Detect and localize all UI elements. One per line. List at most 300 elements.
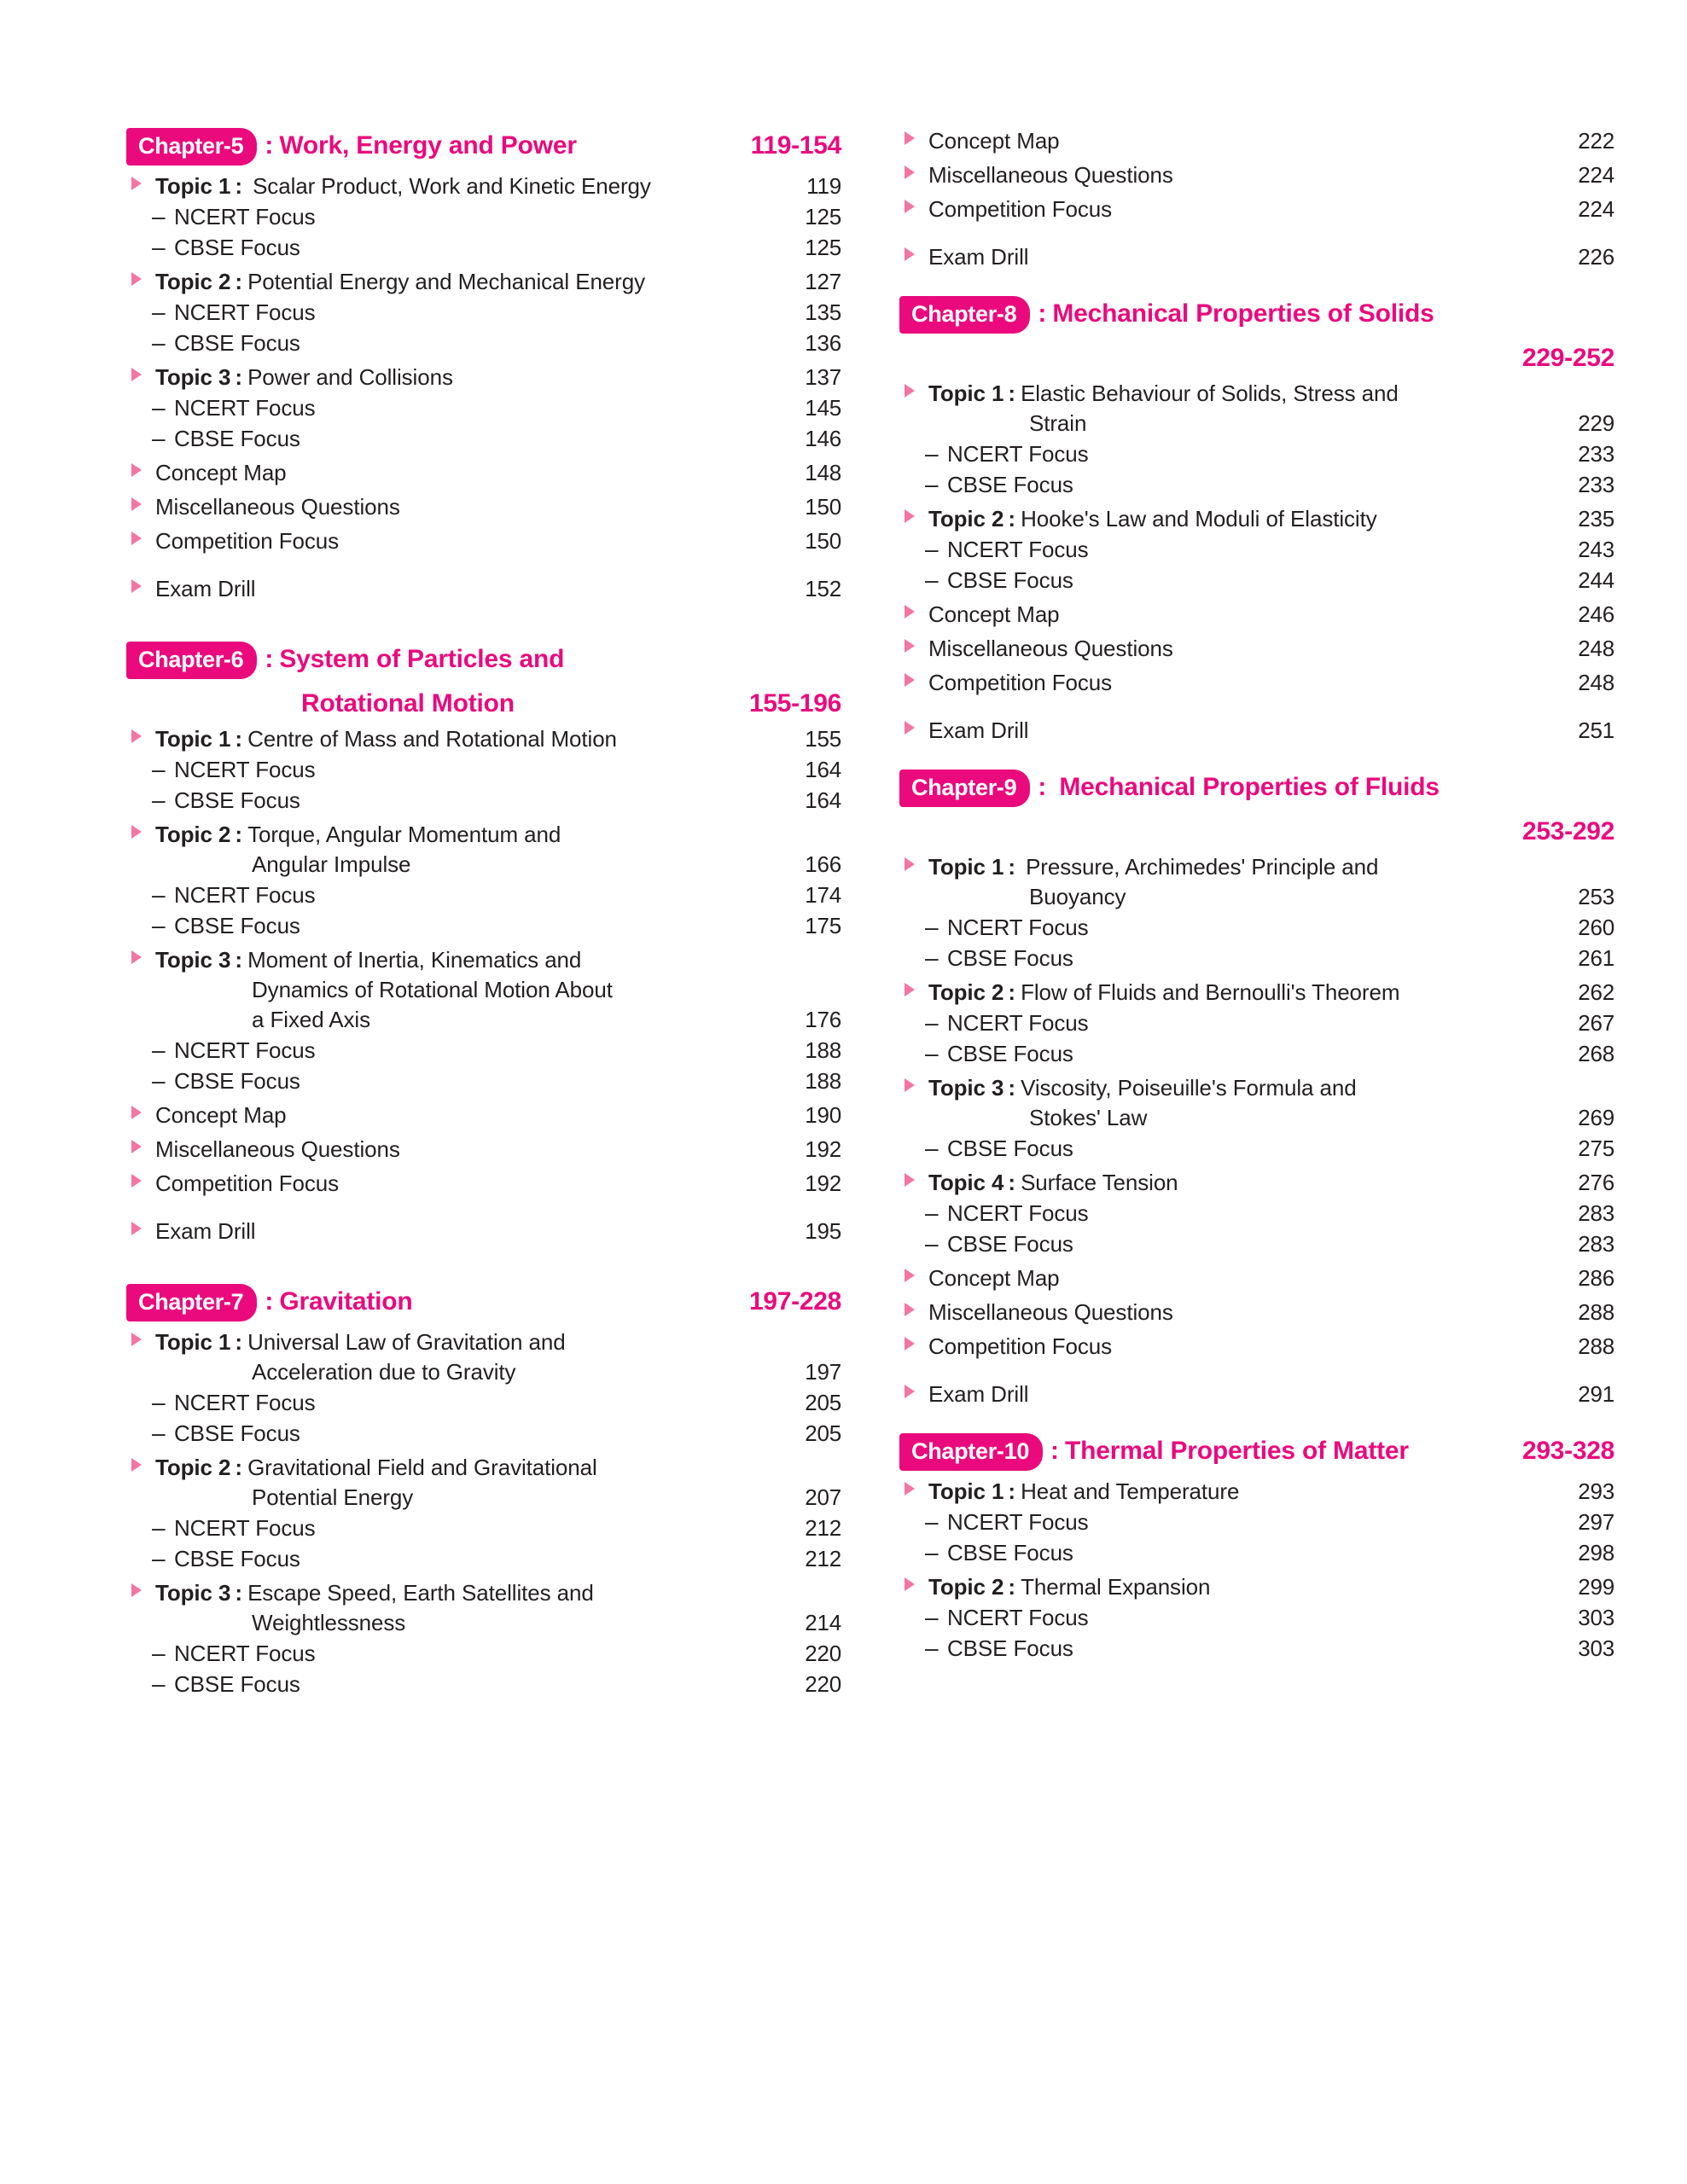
page-number: 188 (805, 1068, 841, 1094)
chapter-page-range: 293-328 (1522, 1437, 1614, 1465)
triangle-bullet-icon (126, 824, 155, 839)
page-number: 212 (805, 1515, 841, 1541)
dash-bullet-icon: – (152, 1514, 166, 1541)
topic-row[interactable] (126, 947, 841, 973)
triangle-bullet-icon (126, 1173, 155, 1188)
chapter-title: Work, Energy and Power (279, 131, 577, 160)
subtopic-row[interactable] (126, 234, 841, 261)
page-number: 224 (1578, 196, 1614, 222)
spacer (899, 1408, 1614, 1433)
triangle-bullet-icon (126, 729, 155, 744)
subtopic-row[interactable] (899, 536, 1614, 563)
subtopic-row[interactable] (126, 425, 841, 452)
concept-map-row[interactable] (899, 1265, 1614, 1292)
page-number: 190 (805, 1102, 841, 1128)
subtopic-row[interactable] (899, 1635, 1614, 1662)
topic-title: Potential Energy and Mechanical Energy (247, 269, 645, 294)
section-title: Competition Focus (155, 528, 340, 554)
dash-bullet-icon: – (925, 566, 939, 593)
triangle-bullet-icon (899, 1077, 928, 1093)
subtopic-row[interactable] (126, 1514, 841, 1542)
topic-colon: : (1008, 1478, 1016, 1504)
triangle-bullet-icon (126, 1332, 155, 1347)
concept-map-row[interactable] (126, 1102, 841, 1129)
concept-map-row[interactable] (126, 460, 841, 486)
competition-focus-row[interactable] (899, 1333, 1614, 1360)
triangle-bullet-icon (126, 271, 155, 287)
triangle-bullet-icon (126, 1221, 155, 1236)
topic-title: Flow of Fluids and Bernoulli's Theorem (1021, 979, 1400, 1005)
page-number: 175 (805, 913, 841, 938)
topic-title-line1: Moment of Inertia, Kinematics and (247, 947, 582, 973)
exam-drill-row[interactable] (126, 576, 841, 602)
chapter-heading-6[interactable] (126, 642, 841, 718)
dash-bullet-icon: – (152, 203, 166, 229)
topic-continuation-row (126, 1610, 841, 1636)
page-number: 251 (1578, 717, 1614, 743)
section-title: Concept Map (928, 128, 1060, 154)
topic-colon: : (1008, 380, 1016, 406)
section-title: Miscellaneous Questions (928, 162, 1173, 188)
page-number: 248 (1578, 636, 1614, 661)
topic-label: Topic 2 (155, 822, 231, 847)
page-number: 188 (805, 1037, 841, 1063)
chapter-colon: : (265, 645, 274, 673)
subtopic-title: CBSE Focus (174, 1068, 300, 1094)
triangle-bullet-icon (126, 1583, 155, 1598)
chapter-page-range: 197-228 (749, 1287, 841, 1316)
page-number: 164 (805, 787, 841, 813)
page-number: 137 (805, 364, 841, 390)
subtopic-row[interactable] (126, 787, 841, 814)
page-number: 205 (805, 1420, 841, 1446)
dash-bullet-icon: – (925, 944, 939, 971)
subtopic-title: CBSE Focus (947, 1041, 1073, 1066)
chapter-heading-10[interactable] (899, 1433, 1614, 1471)
subtopic-title: NCERT Focus (947, 915, 1089, 940)
subtopic-title: CBSE Focus (174, 1420, 300, 1446)
triangle-bullet-icon (899, 982, 928, 997)
page-number: 268 (1578, 1041, 1614, 1066)
topic-label: Topic 1 (155, 173, 231, 199)
page-number: 119 (806, 173, 841, 199)
page-number: 262 (1578, 979, 1614, 1005)
triangle-bullet-icon (899, 1384, 928, 1399)
page-number: 192 (805, 1170, 841, 1196)
dash-bullet-icon: – (152, 299, 166, 325)
page-number: 197 (805, 1359, 841, 1385)
chapter-heading-5[interactable] (126, 128, 841, 166)
subtopic-title: CBSE Focus (174, 235, 300, 260)
subtopic-row[interactable] (126, 1670, 841, 1698)
exam-drill-row[interactable] (899, 244, 1614, 270)
subtopic-title: CBSE Focus (947, 1635, 1073, 1661)
triangle-bullet-icon (899, 1172, 928, 1188)
page-number: 291 (1578, 1381, 1614, 1407)
subtopic-title: CBSE Focus (174, 787, 300, 813)
subtopic-row[interactable] (899, 1230, 1614, 1258)
section-title: Exam Drill (155, 1218, 256, 1244)
competition-focus-row[interactable] (126, 528, 841, 555)
dash-bullet-icon: – (152, 329, 166, 356)
subtopic-row[interactable] (899, 1040, 1614, 1067)
subtopic-row[interactable] (126, 1037, 841, 1064)
page-number: 205 (805, 1390, 841, 1415)
topic-title-line1: Torque, Angular Momentum and (247, 822, 561, 847)
topic-title: Heat and Temperature (1021, 1478, 1240, 1504)
triangle-bullet-icon (126, 578, 155, 594)
topic-continuation-row (899, 1105, 1614, 1131)
page-number: 150 (805, 494, 841, 520)
page-number: 303 (1578, 1605, 1614, 1630)
triangle-bullet-icon (899, 165, 928, 180)
section-title: Miscellaneous Questions (928, 1299, 1173, 1325)
page-number: 222 (1578, 128, 1614, 154)
subtopic-row[interactable] (126, 1545, 841, 1572)
dash-bullet-icon: – (152, 1420, 166, 1446)
subtopic-row[interactable] (126, 1389, 841, 1416)
triangle-bullet-icon (126, 497, 155, 512)
topic-colon: : (235, 1329, 243, 1355)
subtopic-title: CBSE Focus (947, 1540, 1073, 1565)
topic-title-line3: a Fixed Axis (252, 1007, 370, 1032)
topic-colon: : (1008, 1574, 1016, 1600)
topic-colon: : (235, 947, 243, 973)
subtopic-row[interactable] (899, 944, 1614, 972)
topic-title-line2: Stokes' Law (1029, 1105, 1148, 1130)
dash-bullet-icon: – (152, 1389, 166, 1415)
section-title: Concept Map (928, 601, 1060, 627)
chapter-title: Gravitation (279, 1287, 413, 1316)
chapter-heading-9[interactable] (899, 770, 1614, 846)
topic-row[interactable] (126, 1580, 841, 1606)
dash-bullet-icon: – (925, 914, 939, 940)
chapter-badge: Chapter-10 (899, 1433, 1043, 1471)
misc-questions-row[interactable] (899, 162, 1614, 189)
section-title: Miscellaneous Questions (155, 1136, 400, 1162)
subtopic-title: NCERT Focus (174, 1390, 316, 1415)
topic-continuation-row (126, 1484, 841, 1511)
chapter-badge: Chapter-9 (899, 770, 1030, 807)
triangle-bullet-icon (899, 1336, 928, 1351)
topic-row[interactable] (126, 822, 841, 848)
topic-row[interactable] (899, 1075, 1614, 1101)
subtopic-title: CBSE Focus (174, 426, 300, 451)
dash-bullet-icon: – (152, 1037, 166, 1063)
triangle-bullet-icon (126, 531, 155, 546)
page-number: 261 (1578, 945, 1614, 971)
triangle-bullet-icon (126, 367, 155, 382)
topic-row[interactable] (899, 854, 1614, 880)
page-number: 246 (1578, 601, 1614, 627)
dash-bullet-icon: – (152, 756, 166, 782)
topic-continuation-row (126, 977, 841, 1003)
page-number: 150 (805, 528, 841, 554)
misc-questions-row[interactable] (899, 1299, 1614, 1326)
chapter-colon: : (265, 1287, 274, 1316)
section-title: Miscellaneous Questions (928, 636, 1173, 661)
triangle-bullet-icon (126, 1105, 155, 1120)
subtopic-row[interactable] (899, 471, 1614, 498)
topic-row[interactable] (126, 1329, 841, 1356)
page-number: 176 (805, 1007, 841, 1032)
misc-questions-row[interactable] (126, 1136, 841, 1163)
subtopic-row[interactable] (899, 440, 1614, 468)
page-number: 220 (805, 1641, 841, 1666)
topic-title-line1: Universal Law of Gravitation and (247, 1329, 566, 1355)
topic-row[interactable] (899, 1478, 1614, 1505)
subtopic-row[interactable] (126, 1067, 841, 1095)
triangle-bullet-icon (126, 1457, 155, 1472)
dash-bullet-icon: – (925, 1635, 939, 1661)
page-number: 297 (1578, 1509, 1614, 1535)
topic-row[interactable] (899, 380, 1614, 407)
section-title: Competition Focus (155, 1170, 340, 1196)
topic-label: Topic 3 (928, 1075, 1004, 1101)
section-title: Exam Drill (155, 576, 256, 601)
topic-title-line1: Escape Speed, Earth Satellites and (247, 1580, 594, 1606)
subtopic-title: NCERT Focus (174, 1515, 316, 1541)
subtopic-row[interactable] (126, 881, 841, 909)
subtopic-title: CBSE Focus (947, 567, 1073, 593)
triangle-bullet-icon (126, 1139, 155, 1154)
triangle-bullet-icon (899, 857, 928, 872)
page-number: 212 (805, 1546, 841, 1571)
dash-bullet-icon: – (925, 1604, 939, 1630)
page-number: 127 (805, 269, 841, 294)
competition-focus-row[interactable] (899, 670, 1614, 696)
dash-bullet-icon: – (925, 440, 939, 467)
triangle-bullet-icon (899, 508, 928, 524)
concept-map-row[interactable] (899, 601, 1614, 628)
chapter-title: Mechanical Properties of Solids (1052, 299, 1434, 328)
chapter-badge: Chapter-6 (126, 642, 257, 679)
subtopic-row[interactable] (899, 1135, 1614, 1162)
topic-title: Surface Tension (1021, 1170, 1178, 1195)
section-title: Exam Drill (928, 244, 1029, 270)
dash-bullet-icon: – (152, 1670, 166, 1697)
chapter-page-range: 119-154 (750, 131, 841, 160)
topic-label: Topic 2 (155, 269, 231, 294)
topic-colon: : (235, 1580, 243, 1606)
chapter-heading-7[interactable] (126, 1284, 841, 1321)
topic-title-line2: Strain (1029, 410, 1087, 436)
topic-row[interactable] (126, 1455, 841, 1481)
topic-row[interactable] (126, 364, 841, 391)
triangle-bullet-icon (899, 1481, 928, 1496)
page-number: 288 (1578, 1299, 1614, 1325)
topic-title-line2: Weightlessness (252, 1610, 406, 1635)
topic-label: Topic 1 (928, 854, 1004, 880)
triangle-bullet-icon (899, 131, 928, 146)
chapter-title-line1: System of Particles and (279, 645, 565, 673)
page-number: 195 (805, 1218, 841, 1244)
topic-row[interactable] (899, 979, 1614, 1006)
subtopic-row[interactable] (126, 394, 841, 421)
subtopic-row[interactable] (899, 1604, 1614, 1631)
page-number: 192 (805, 1136, 841, 1162)
page-number: 226 (1578, 244, 1614, 270)
page-number: 164 (805, 757, 841, 782)
triangle-bullet-icon (899, 247, 928, 262)
subtopic-title: CBSE Focus (174, 1671, 300, 1697)
chapter-heading-8[interactable] (899, 296, 1614, 373)
chapter-colon: : (265, 131, 274, 160)
toc-right-column (899, 128, 1614, 1662)
topic-colon: : (235, 1455, 243, 1480)
subtopic-row[interactable] (126, 756, 841, 783)
topic-title-line2: Potential Energy (252, 1484, 414, 1510)
page-number: 233 (1578, 441, 1614, 467)
page-number: 136 (805, 330, 841, 356)
subtopic-title: NCERT Focus (174, 1037, 316, 1063)
spacer (126, 555, 841, 568)
section-title: Exam Drill (928, 1381, 1029, 1407)
subtopic-row[interactable] (899, 914, 1614, 941)
spacer (899, 223, 1614, 236)
topic-colon: : (1008, 506, 1016, 531)
topic-row[interactable] (899, 1574, 1614, 1600)
subtopic-title: NCERT Focus (947, 1010, 1089, 1036)
topic-row[interactable] (126, 726, 841, 752)
topic-colon: : (1008, 979, 1016, 1005)
dash-bullet-icon: – (925, 1040, 939, 1066)
competition-focus-row[interactable] (899, 196, 1614, 223)
topic-colon: : (235, 726, 243, 752)
spacer (126, 1245, 841, 1284)
section-title: Concept Map (155, 1102, 287, 1128)
page-number: 174 (805, 882, 841, 908)
topic-title-line2: Angular Impulse (252, 851, 411, 877)
subtopic-row[interactable] (126, 1640, 841, 1667)
subtopic-title: NCERT Focus (174, 204, 316, 229)
subtopic-row[interactable] (126, 912, 841, 939)
topic-title: Scalar Product, Work and Kinetic Energy (253, 173, 651, 199)
topic-title-line1: Elastic Behaviour of Solids, Stress and (1021, 380, 1399, 406)
dash-bullet-icon: – (152, 234, 166, 260)
subtopic-row[interactable] (899, 1508, 1614, 1536)
page-number: 253 (1578, 884, 1614, 909)
subtopic-row[interactable] (126, 203, 841, 230)
topic-title: Thermal Expansion (1021, 1574, 1211, 1600)
dash-bullet-icon: – (925, 1539, 939, 1565)
triangle-bullet-icon (126, 462, 155, 478)
exam-drill-row[interactable] (126, 1218, 841, 1245)
dash-bullet-icon: – (925, 1135, 939, 1161)
topic-row[interactable] (899, 506, 1614, 532)
topic-continuation-row (899, 410, 1614, 437)
page-number: 229 (1578, 410, 1614, 436)
page-number: 267 (1578, 1010, 1614, 1036)
topic-label: Topic 2 (928, 1574, 1004, 1600)
topic-colon: : (1008, 854, 1016, 880)
topic-continuation-row (126, 1007, 841, 1033)
subtopic-row[interactable] (126, 329, 841, 357)
topic-continuation-row (126, 1359, 841, 1385)
topic-label: Topic 2 (928, 506, 1004, 531)
page-number: 148 (805, 460, 841, 485)
subtopic-row[interactable] (126, 1420, 841, 1447)
page-number: 303 (1578, 1635, 1614, 1661)
misc-questions-row[interactable] (899, 636, 1614, 662)
subtopic-row[interactable] (899, 1009, 1614, 1037)
subtopic-title: CBSE Focus (947, 945, 1073, 971)
page-number: 224 (1578, 162, 1614, 188)
subtopic-title: NCERT Focus (947, 441, 1089, 467)
page-number: 135 (805, 299, 841, 325)
topic-row[interactable] (126, 173, 841, 200)
competition-focus-row[interactable] (126, 1170, 841, 1197)
dash-bullet-icon: – (925, 1230, 939, 1257)
section-title: Exam Drill (928, 717, 1029, 743)
topic-label: Topic 3 (155, 947, 231, 973)
topic-label: Topic 2 (155, 1455, 231, 1480)
page-number: 283 (1578, 1231, 1614, 1257)
subtopic-row[interactable] (899, 566, 1614, 594)
triangle-bullet-icon (126, 950, 155, 965)
section-title: Competition Focus (928, 1333, 1113, 1359)
toc-left-column (126, 128, 841, 1698)
dash-bullet-icon: – (152, 394, 166, 421)
subtopic-title: NCERT Focus (947, 1200, 1089, 1226)
spacer (899, 1360, 1614, 1374)
page-number: 155 (805, 726, 841, 752)
topic-colon: : (235, 173, 243, 199)
topic-label: Topic 1 (155, 726, 231, 752)
exam-drill-row[interactable] (899, 717, 1614, 744)
triangle-bullet-icon (899, 604, 928, 619)
subtopic-title: NCERT Focus (174, 757, 316, 782)
subtopic-title: NCERT Focus (174, 1641, 316, 1666)
page-number: 207 (805, 1484, 841, 1510)
section-title: Concept Map (155, 460, 287, 485)
misc-questions-row[interactable] (126, 494, 841, 520)
triangle-bullet-icon (899, 638, 928, 653)
exam-drill-row[interactable] (899, 1381, 1614, 1408)
spacer (899, 744, 1614, 770)
page-number: 275 (1578, 1136, 1614, 1161)
page-number: 220 (805, 1671, 841, 1697)
topic-row[interactable] (899, 1170, 1614, 1196)
topic-title-line2: Acceleration due to Gravity (252, 1359, 516, 1385)
subtopic-title: CBSE Focus (174, 1546, 300, 1571)
chapter-title: Mechanical Properties of Fluids (1059, 773, 1440, 801)
section-title: Miscellaneous Questions (155, 494, 400, 520)
dash-bullet-icon: – (152, 1545, 166, 1571)
chapter-title: Thermal Properties of Matter (1065, 1437, 1409, 1465)
triangle-bullet-icon (899, 1268, 928, 1283)
subtopic-row[interactable] (899, 1199, 1614, 1227)
subtopic-row[interactable] (899, 1539, 1614, 1566)
chapter-page-range: 253-292 (1522, 817, 1614, 845)
concept-map-row[interactable] (899, 128, 1614, 154)
subtopic-row[interactable] (126, 299, 841, 326)
chapter-badge: Chapter-5 (126, 128, 257, 166)
topic-label: Topic 3 (155, 364, 231, 390)
page-number: 260 (1578, 915, 1614, 940)
topic-colon: : (1008, 1170, 1016, 1195)
page-number: 125 (805, 235, 841, 260)
topic-title-line2: Buoyancy (1029, 884, 1126, 909)
page-number: 145 (805, 395, 841, 421)
topic-label: Topic 1 (155, 1329, 231, 1355)
topic-title-line1: Gravitational Field and Gravitational (247, 1455, 597, 1480)
dash-bullet-icon: – (152, 1067, 166, 1094)
page-number: 146 (805, 426, 841, 451)
topic-row[interactable] (126, 269, 841, 295)
topic-label: Topic 2 (928, 979, 1004, 1005)
dash-bullet-icon: – (152, 912, 166, 938)
